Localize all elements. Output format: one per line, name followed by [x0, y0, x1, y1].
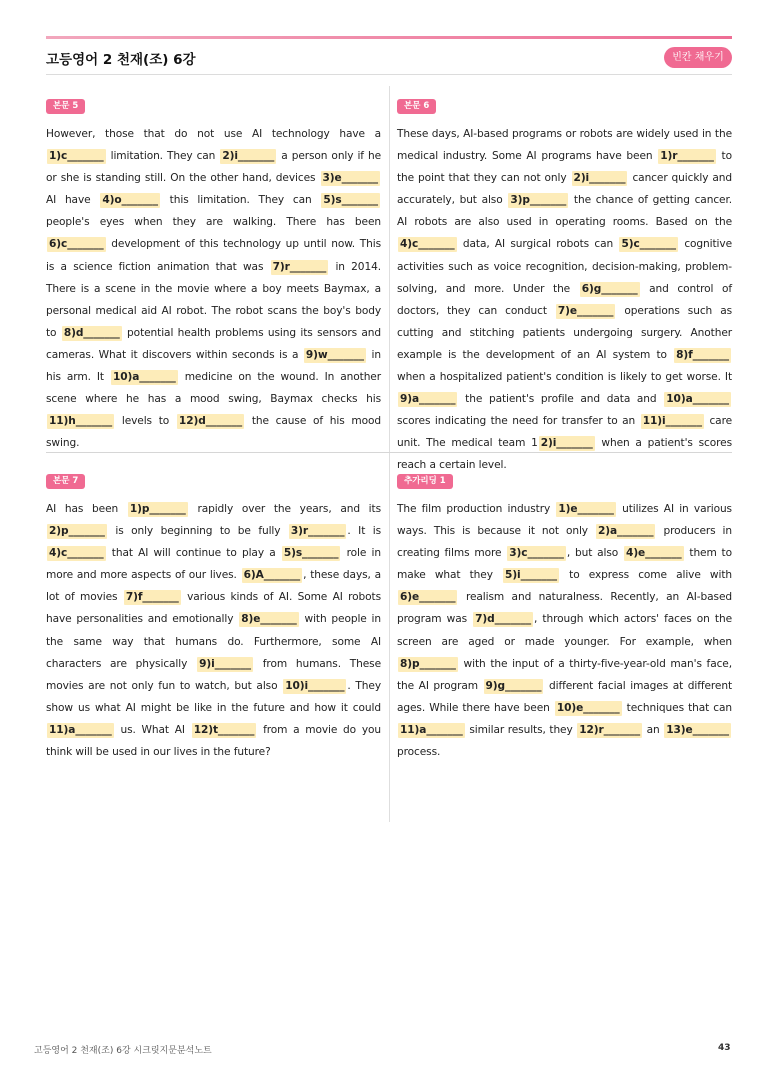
fill-in-blank: 5)s_______ [283, 547, 339, 560]
text-run: However, those that do not use AI technology have a [46, 128, 381, 140]
fill-in-blank: 1)p_______ [129, 503, 186, 515]
fill-in-blank: 5)c_______ [621, 238, 677, 251]
header-divider [46, 74, 732, 75]
fill-in-blank: 10)e_______ [556, 701, 620, 714]
fill-in-blank: 11)a_______ [49, 723, 112, 736]
text-run: from humans. These movies are not only fun to watch, but also [46, 657, 381, 692]
fill-in-blank: 12)d_______ [178, 415, 243, 428]
fill-in-blank: 1)e_______ [558, 503, 614, 515]
section-bonmun-7 [46, 468, 381, 763]
fill-in-blank: 3)p_______ [510, 194, 567, 207]
text-run: producers in creating films more [397, 525, 733, 560]
text-run: utilizes AI in various ways. This is because it not only [397, 503, 732, 538]
fill-in-blank: 3)r_______ [290, 525, 345, 538]
text-run: , these days, a lot of movies [46, 569, 381, 604]
fill-in-blank: 7)f_______ [125, 591, 179, 604]
text-run: in his arm. It [46, 348, 381, 384]
text-run: . They show us what AI might be like in the future and how it could [46, 679, 381, 714]
fill-in-blank: 11)h_______ [49, 415, 113, 428]
worksheet-type-badge: 빈칸 채우기 [664, 47, 732, 68]
fill-in-blank: 2)i_______ [573, 172, 626, 185]
text-run: realism and naturalness. Recently, an AI-based program was [397, 591, 732, 626]
fill-in-blank: 9)i_______ [199, 657, 252, 670]
fill-in-blank: 4)c_______ [400, 238, 455, 251]
text-run: with people in the same way that humans do. Furthermore, some AI characters are physically [46, 613, 381, 670]
text-run: medicine on the wound. In another scene where he has a mood swing, Baymax checks his [46, 371, 381, 406]
text-run: The film production industry [397, 503, 556, 515]
fill-in-blank: 10)a_______ [112, 371, 176, 384]
text-run: when a patient's scores reach a certain level. [397, 437, 732, 472]
fill-in-blank: 5)s_______ [323, 194, 378, 207]
page-number: 43 [718, 1043, 731, 1053]
text-run: similar results, they [465, 723, 577, 736]
fill-in-blank: 4)c_______ [49, 547, 104, 560]
text-run: different facial images at different ages. While there have been [397, 679, 732, 714]
text-run: role in more and more aspects of our lives. [46, 547, 381, 582]
text-run: , through which actors' faces on the screen are aged or made younger. For example, when [397, 613, 732, 648]
text-run: rapidly over the years, and its [188, 503, 381, 515]
top-accent-bar [46, 36, 732, 39]
text-run: people's eyes when they are walking. There has been [46, 216, 381, 229]
section-text [397, 123, 732, 477]
text-run: levels to [115, 415, 176, 428]
fill-in-blank: 9)a_______ [400, 393, 456, 406]
fill-in-blank: 12)r_______ [579, 723, 641, 736]
text-run: is only beginning to be fully [107, 525, 288, 538]
fill-in-blank: 4)o_______ [102, 194, 158, 207]
text-run: them to make what they [397, 547, 732, 582]
text-run: that AI will continue to play a [106, 547, 281, 560]
fill-in-blank: 11)i_______ [642, 415, 702, 428]
fill-in-blank: 7)e_______ [557, 304, 614, 317]
section-bonmun-5 [46, 93, 381, 454]
fill-in-blank: 6)g_______ [581, 282, 638, 295]
fill-in-blank: 8)p_______ [400, 657, 456, 670]
text-run: in 2014. There is a scene in the movie where a boy meets Baymax, a personal medical aid AI robot. The robot scans the boy's body to [46, 260, 381, 339]
fill-in-blank: 2)i_______ [540, 437, 593, 450]
fill-in-blank: 10)i_______ [285, 679, 345, 692]
section-label: 본문 6 [397, 99, 436, 114]
text-run: limitation. They can [106, 150, 220, 163]
fill-in-blank: 9)g_______ [485, 679, 542, 692]
text-run: potential health problems using its sensors and cameras. What it discovers within seconds is a [46, 326, 381, 361]
text-run: the cause of his mood swing. [46, 415, 381, 450]
text-run: data, AI surgical robots can [457, 238, 619, 251]
text-run: us. What AI [114, 723, 191, 736]
fill-in-blank: 3)e_______ [322, 172, 378, 185]
fill-in-blank: 10)a_______ [666, 393, 729, 406]
section-bonmun-6 [397, 93, 732, 477]
fill-in-blank: 2)i_______ [222, 150, 275, 163]
text-run: from a movie do you think will be used in our lives in the future? [46, 723, 381, 759]
text-run: various kinds of AI. Some AI robots have personalities and emotionally [46, 591, 381, 626]
fill-in-blank: 4)e_______ [626, 547, 682, 560]
section-label: 본문 5 [46, 99, 85, 114]
text-run: care unit. The medical team 1 [397, 415, 733, 450]
fill-in-blank: 8)e_______ [241, 613, 297, 626]
section-text [46, 123, 381, 454]
text-run: techniques that can [622, 701, 732, 714]
text-run: an [643, 723, 664, 736]
fill-in-blank: 6)c_______ [49, 238, 104, 251]
text-run: . It is [347, 525, 381, 538]
text-run: AI has been [46, 503, 127, 515]
footer-book-title: 고등영어 2 천재(조) 6강 시크릿지문분석노트 [34, 1046, 212, 1056]
fill-in-blank: 6)e_______ [400, 591, 456, 604]
fill-in-blank: 7)r_______ [272, 260, 327, 273]
column-divider [389, 86, 390, 822]
text-run: development of this technology up until now. This is a science fiction animation that was [46, 238, 381, 273]
section-text [397, 498, 732, 763]
fill-in-blank: 6)A_______ [243, 569, 301, 582]
text-run: with the input of a thirty-five-year-old man's face, the AI program [397, 657, 732, 692]
section-label: 본문 7 [46, 474, 85, 489]
fill-in-blank: 3)c_______ [509, 547, 564, 560]
text-run: These days, AI-based programs or robots are widely used in the medical industry. Some AI programs have been [397, 128, 732, 163]
fill-in-blank: 7)d_______ [475, 613, 532, 626]
fill-in-blank: 1)c_______ [49, 150, 104, 163]
text-run: scores indicating the need for transfer to an [397, 415, 640, 428]
text-run: and control of doctors, they can conduct [397, 282, 733, 317]
fill-in-blank: 12)t_______ [193, 723, 255, 736]
text-run: to the point that they can not only [397, 150, 732, 185]
section-label: 추가리딩 1 [397, 474, 453, 489]
text-run: operations such as cutting and stitching patients undergoing surgery. Another example is the development of an AI system to [397, 304, 733, 361]
text-run: when a hospitalized patient's condition is likely to get worse. It [397, 371, 732, 384]
text-run: the patient's profile and data and [458, 393, 664, 406]
text-run: , but also [566, 547, 624, 560]
fill-in-blank: 9)w_______ [305, 348, 364, 361]
text-run: cognitive activities such as voice recognition, decision-making, problem-solving, and more. Under the [397, 238, 732, 295]
section-text [46, 498, 381, 763]
text-run: to express come alive with [559, 569, 732, 582]
text-run: cancer quickly and accurately, but also [397, 172, 732, 207]
fill-in-blank: 1)r_______ [660, 150, 714, 163]
text-run: this limitation. They can [160, 194, 321, 207]
fill-in-blank: 13)e_______ [666, 723, 729, 736]
text-run: a person only if he or she is standing still. On the other hand, devices [46, 150, 381, 185]
text-run: the chance of getting cancer. AI robots are also used in operating rooms. Based on the [397, 194, 733, 229]
text-run: AI have [46, 194, 100, 207]
text-run: process. [397, 746, 441, 759]
fill-in-blank: 2)p_______ [49, 525, 105, 538]
fill-in-blank: 8)f_______ [676, 348, 729, 361]
section-extra-reading-1 [397, 468, 732, 763]
fill-in-blank: 5)i_______ [505, 569, 557, 582]
page-title: 고등영어 2 천재(조) 6강 [46, 52, 196, 68]
fill-in-blank: 11)a_______ [400, 723, 463, 736]
fill-in-blank: 8)d_______ [63, 326, 120, 339]
fill-in-blank: 2)a_______ [597, 525, 654, 538]
